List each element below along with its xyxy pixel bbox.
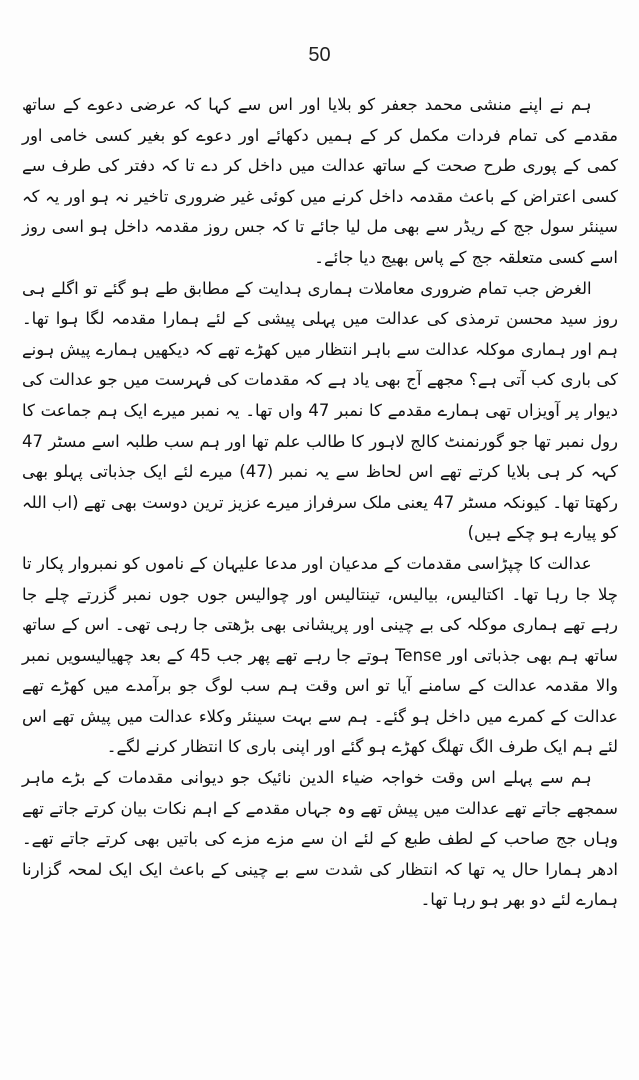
page-number: 50: [308, 44, 331, 66]
paragraph-4: ہم سے پہلے اس وقت خواجہ ضیاء الدین نائیک جو دیوانی مقدمات کے بڑے ماہر سمجھے جاتے تھے عدالت میں پیش تھے وہ جہاں مقدمے کے اہم نکات بیان کرتے جاتے تھے وہاں جج صاحب کے لطف طبع کے لئے ان سے مزے مزے کی باتیں بھی کرتے جاتے تھے۔ ادھر ہمارا حال یہ تھا کہ انتظار کی شدت سے بے چینی کے باعث ایک ایک لمحہ گزارنا ہمارے لئے دو بھر ہو رہا تھا۔: [22, 768, 618, 910]
paragraph-2: الغرض جب تمام ضروری معاملات ہماری ہدایت کے مطابق طے ہو گئے تو اگلے ہی روز سید محسن ترمذی کی عدالت میں پہلی پیشی کے لئے ہمارا مقدمہ لگا ہوا تھا۔ ہم اور ہماری موکلہ عدالت سے باہر انتظار میں کھڑے تھے کہ دیکھیں ہمارے پیش ہونے کی باری کب آتی ہے؟ مجھے آج بھی یاد ہے کہ مقدمات کی فہرست میں جو عدالت کی دیوار پر آویزاں تھی ہمارے مقدمے کا نمبر 47 واں تھا۔ یہ نمبر میرے ایک ہم جماعت کا رول نمبر تھا جو گورنمنٹ کالج لاہور کا طالب علم تھا اور ہم سب طلبہ اسے مسٹر 47 کہہ کر ہی بلایا کرتے تھے اس لحاظ سے یہ نمبر (47) میرے لئے ایک جذباتی پہلو بھی رکھتا تھا۔ کیونکہ مسٹر 47 یعنی ملک سرفراز میرے عزیز ترین دوست بھی تھے (اب اللہ کو پیارے ہو چکے ہیں): [22, 278, 618, 543]
paragraph-1: ہم نے اپنے منشی محمد جعفر کو بلایا اور اس سے کہا کہ عرضی دعوے کے ساتھ مقدمے کی تمام فردات مکمل کر کے ہمیں دکھائے اور دعوے کو بغیر کسی خامی اور کمی کے پوری طرح صحت کے ساتھ عدالت میں داخل کر دے تا کہ دفتر کی طرف سے کسی اعتراض کے باعث مقدمہ داخل کرنے میں کوئی غیر ضروری تاخیر نہ ہو اور یہ کہ سینئر سول جج کے ریڈر سے بھی مل لیا جائے تا کہ جس روز مقدمہ داخل ہو اسی روز اسے کسی متعلقہ جج کے پاس بھیج دیا جائے۔: [22, 95, 618, 267]
paragraph-3: عدالت کا چپڑاسی مقدمات کے مدعیان اور مدعا علیہان کے ناموں کو نمبروار پکار تا چلا جا رہا تھا۔ اکتالیس، بیالیس، تینتالیس اور چوالیس جوں جوں نمبر گزرتے چلے جا رہے تھے ہماری موکلہ کی بے چینی اور پریشانی بھی بڑھتی جا رہی تھی۔ اس کے ساتھ ساتھ ہم بھی جذباتی اور Tense ہوتے جا رہے تھے پھر جب 45 کے بعد چھیالیسویں نمبر والا مقدمہ عدالت کے سامنے آیا تو اس وقت ہم سب لوگ جو برآمدے میں کھڑے تھے عدالت کے کمرے میں داخل ہو گئے۔ ہم سے بہت سینئر وکلاء عدالت میں پیش تھے اس لئے ہم ایک طرف الگ تھلگ کھڑے ہو گئے اور اپنی باری کا انتظار کرنے لگے۔: [22, 553, 618, 757]
body-text: [22, 90, 618, 916]
